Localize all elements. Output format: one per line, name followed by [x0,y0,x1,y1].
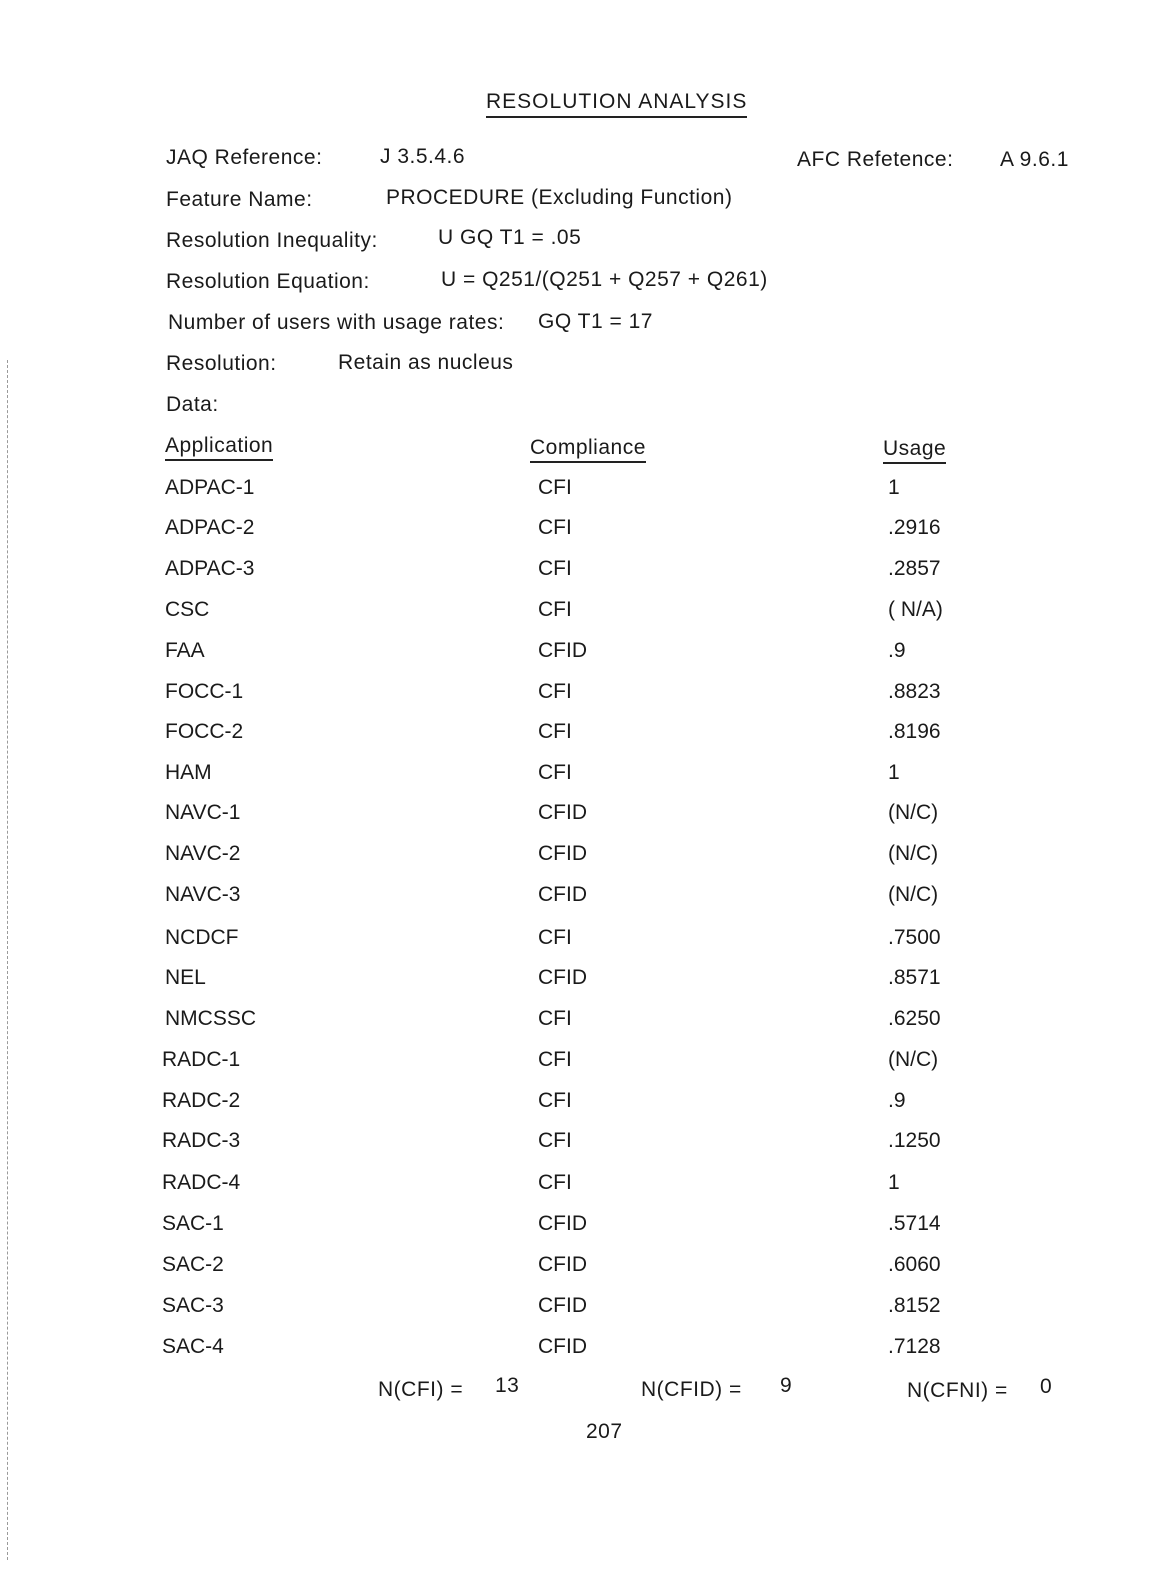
compliance-cell: CFI [538,476,572,499]
table-row [0,639,1165,669]
usage-cell: .1250 [888,1129,941,1152]
application-cell: RADC-3 [162,1129,241,1152]
ncfni-label: N(CFNI) = [907,1379,1008,1402]
application-cell: ADPAC-2 [165,516,255,539]
usage-cell: 1 [888,476,900,499]
resolution-equation-label: Resolution Equation: [166,270,370,293]
table-row [0,1007,1165,1037]
application-cell: RADC-1 [162,1048,241,1071]
resolution-value: Retain as nucleus [338,351,514,374]
table-row [0,680,1165,710]
application-cell: CSC [165,598,210,621]
usage-cell: .7500 [888,926,941,949]
compliance-cell: CFID [538,1253,587,1276]
usage-cell: (N/C) [888,1048,939,1071]
usage-cell: .8823 [888,680,941,703]
feature-name-label: Feature Name: [166,188,313,211]
ncfi-label: N(CFI) = [378,1378,464,1401]
compliance-cell: CFID [538,966,587,989]
table-row [0,598,1165,628]
compliance-cell: CFID [538,639,587,662]
table-row [0,1253,1165,1283]
compliance-cell: CFI [538,926,572,949]
table-row [0,1212,1165,1242]
application-cell: HAM [165,761,212,784]
compliance-cell: CFID [538,1294,587,1317]
compliance-cell: CFI [538,680,572,703]
table-row [0,1294,1165,1324]
table-row [0,761,1165,791]
usage-cell: (N/C) [888,842,939,865]
compliance-cell: CFI [538,1007,572,1030]
application-cell: FAA [165,639,205,662]
usage-cell: 1 [888,1171,900,1194]
column-header-compliance: Compliance [530,436,646,463]
application-cell: NMCSSC [165,1007,257,1030]
ncfni-value: 0 [1040,1375,1053,1398]
afc-reference-value: A 9.6.1 [1000,148,1069,171]
application-cell: NEL [165,966,206,989]
feature-name-value: PROCEDURE (Excluding Function) [386,186,733,209]
usage-cell: .7128 [888,1335,941,1358]
application-cell: SAC-3 [162,1294,224,1317]
table-row [0,476,1165,506]
table-row [0,557,1165,587]
compliance-cell: CFID [538,1212,587,1235]
application-cell: SAC-1 [162,1212,224,1235]
compliance-cell: CFI [538,1089,572,1112]
jaq-reference-label: JAQ Reference: [166,146,323,169]
table-row [0,1171,1165,1201]
ncfid-value: 9 [780,1374,793,1397]
usage-cell: .9 [888,1089,906,1112]
usage-cell: 1 [888,761,900,784]
usage-cell: .8571 [888,966,941,989]
compliance-cell: CFID [538,883,587,906]
application-cell: NAVC-2 [165,842,241,865]
table-row [0,1048,1165,1078]
usage-cell: (N/C) [888,883,939,906]
page-title: RESOLUTION ANALYSIS [486,90,747,118]
application-cell: FOCC-1 [165,680,244,703]
table-row [0,842,1165,872]
table-row [0,1089,1165,1119]
application-cell: SAC-2 [162,1253,224,1276]
application-cell: FOCC-2 [165,720,244,743]
number-of-users-label: Number of users with usage rates: [168,311,505,334]
usage-cell: .8152 [888,1294,941,1317]
resolution-label: Resolution: [166,352,277,375]
usage-cell: .9 [888,639,906,662]
resolution-equation-value: U = Q251/(Q251 + Q257 + Q261) [441,268,768,291]
application-cell: ADPAC-1 [165,476,255,499]
table-row [0,720,1165,750]
compliance-cell: CFID [538,842,587,865]
table-row [0,926,1165,956]
usage-cell: .6060 [888,1253,941,1276]
afc-reference-label: AFC Refetence: [797,148,954,171]
application-cell: SAC-4 [162,1335,224,1358]
usage-cell: .5714 [888,1212,941,1235]
ncfid-label: N(CFID) = [641,1378,742,1401]
resolution-inequality-value: U GQ T1 = .05 [438,226,582,249]
table-row [0,801,1165,831]
application-cell: NAVC-1 [165,801,241,824]
compliance-cell: CFI [538,516,572,539]
column-header-application: Application [165,434,273,461]
usage-cell: .2857 [888,557,941,580]
jaq-reference-value: J 3.5.4.6 [380,145,466,168]
compliance-cell: CFID [538,1335,587,1358]
column-header-usage: Usage [883,437,946,464]
usage-cell: .2916 [888,516,941,539]
application-cell: ADPAC-3 [165,557,255,580]
table-row [0,966,1165,996]
application-cell: NCDCF [165,926,239,949]
usage-cell: .6250 [888,1007,941,1030]
compliance-cell: CFI [538,1048,572,1071]
application-cell: NAVC-3 [165,883,241,906]
compliance-cell: CFI [538,557,572,580]
table-row [0,883,1165,913]
ncfi-value: 13 [495,1374,520,1397]
data-label: Data: [166,393,219,416]
application-cell: RADC-2 [162,1089,241,1112]
usage-cell: (N/C) [888,801,939,824]
usage-cell: .8196 [888,720,941,743]
compliance-cell: CFID [538,801,587,824]
usage-cell: ( N/A) [888,598,943,621]
compliance-cell: CFI [538,720,572,743]
number-of-users-value: GQ T1 = 17 [538,310,653,333]
compliance-cell: CFI [538,1129,572,1152]
table-row [0,1335,1165,1365]
compliance-cell: CFI [538,598,572,621]
table-row [0,1129,1165,1159]
compliance-cell: CFI [538,761,572,784]
application-cell: RADC-4 [162,1171,241,1194]
compliance-cell: CFI [538,1171,572,1194]
page-number: 207 [586,1420,623,1443]
resolution-inequality-label: Resolution Inequality: [166,229,378,252]
table-row [0,516,1165,546]
